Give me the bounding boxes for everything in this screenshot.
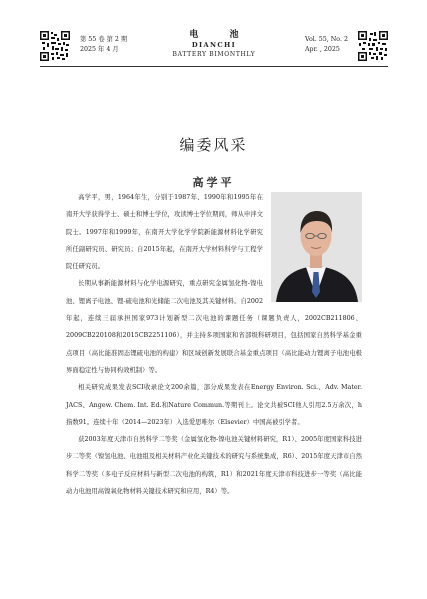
page-header [40,31,388,65]
issue-info [80,35,127,55]
journal-title-cn: 电 池 [189,30,253,40]
portrait-photo [271,192,362,302]
volume-issue-en: Vol. 55, No. 2 [305,36,348,43]
biography [66,189,362,500]
bio-paragraph: 相关研究成果发表SCI收录论文200余篇，部分成果发表在Energy Environ. Sci.、Adv. Mater. JACS、Angew. Chem. Int. Ed.和Nature Commun.等期刊上。论文共被SCI他人引用2.5万余次，h指数91。连续十年（2014—2023年）入选爱思唯尔（Elsevier）中国高被引学者。 [66,384,362,426]
date-en: Apr. , 2025 [305,46,340,53]
person-name: 高学平 [192,176,235,189]
bio-paragraph: 获2003年度天津市自然科学二等奖（金属氢化物-镍电池关键材料研究，R1）、2005年度国家科技进步二等奖（镍氢电池、电池组及相关材料产业化关键技术的研究与系统集成，R6）、2015年度天津市自然科学二等奖（多电子反应材料与新型二次电池的构筑，R1）和2021年度天津市科技进步一等奖（高比能动力电池用高镍氧化物材料关键技术研究和应用，R4）等。 [66,436,362,496]
journal-name [150,30,278,59]
qr-code-icon[interactable] [40,31,70,61]
bio-paragraph: 长期从事新能源材料与化学电源研究，重点研究金属氢化物-镍电池、锂离子电池、锂-硫电池和光储能二次电池及其关键材料。自2002年起，连续三届承担国家973计划新型二次电池的课题任务（课题负责人，2002CB211806、2009CB220108和2015CB2251106），并主持多项国家和省部级科研项目，包括国家自然科学基金重点项目（高比能准固态锂硫电池的构建）和区域创新发展联合基金重点项目（高比能动力锂离子电池电极界面稳定性与协同构效机制）等。 [66,280,362,374]
header-divider [40,66,388,67]
journal-title-en: BATTERY BIMONTHLY [172,51,256,58]
journal-title-pinyin: DIANCHI [191,41,237,49]
section-title: 编委风采 [179,136,248,154]
qr-code-icon[interactable] [358,31,388,61]
bio-paragraph: 高学平，男，1964年生，分别于1987年、1990年和1995年在南开大学获得学士、硕士和博士学位，攻读博士学位期间，师从申泮文院士。1997年和1999年，在南开大学化学学院新能源材料化学研究所任副研究员、研究员；自2015年起，在南开大学材料科学与工程学院任研究员。 [66,194,263,271]
volume-issue-cn: 第 55 卷 第 2 期 [80,36,128,43]
issue-info-en [305,35,348,55]
date-cn: 2025 年 4 月 [80,46,119,53]
